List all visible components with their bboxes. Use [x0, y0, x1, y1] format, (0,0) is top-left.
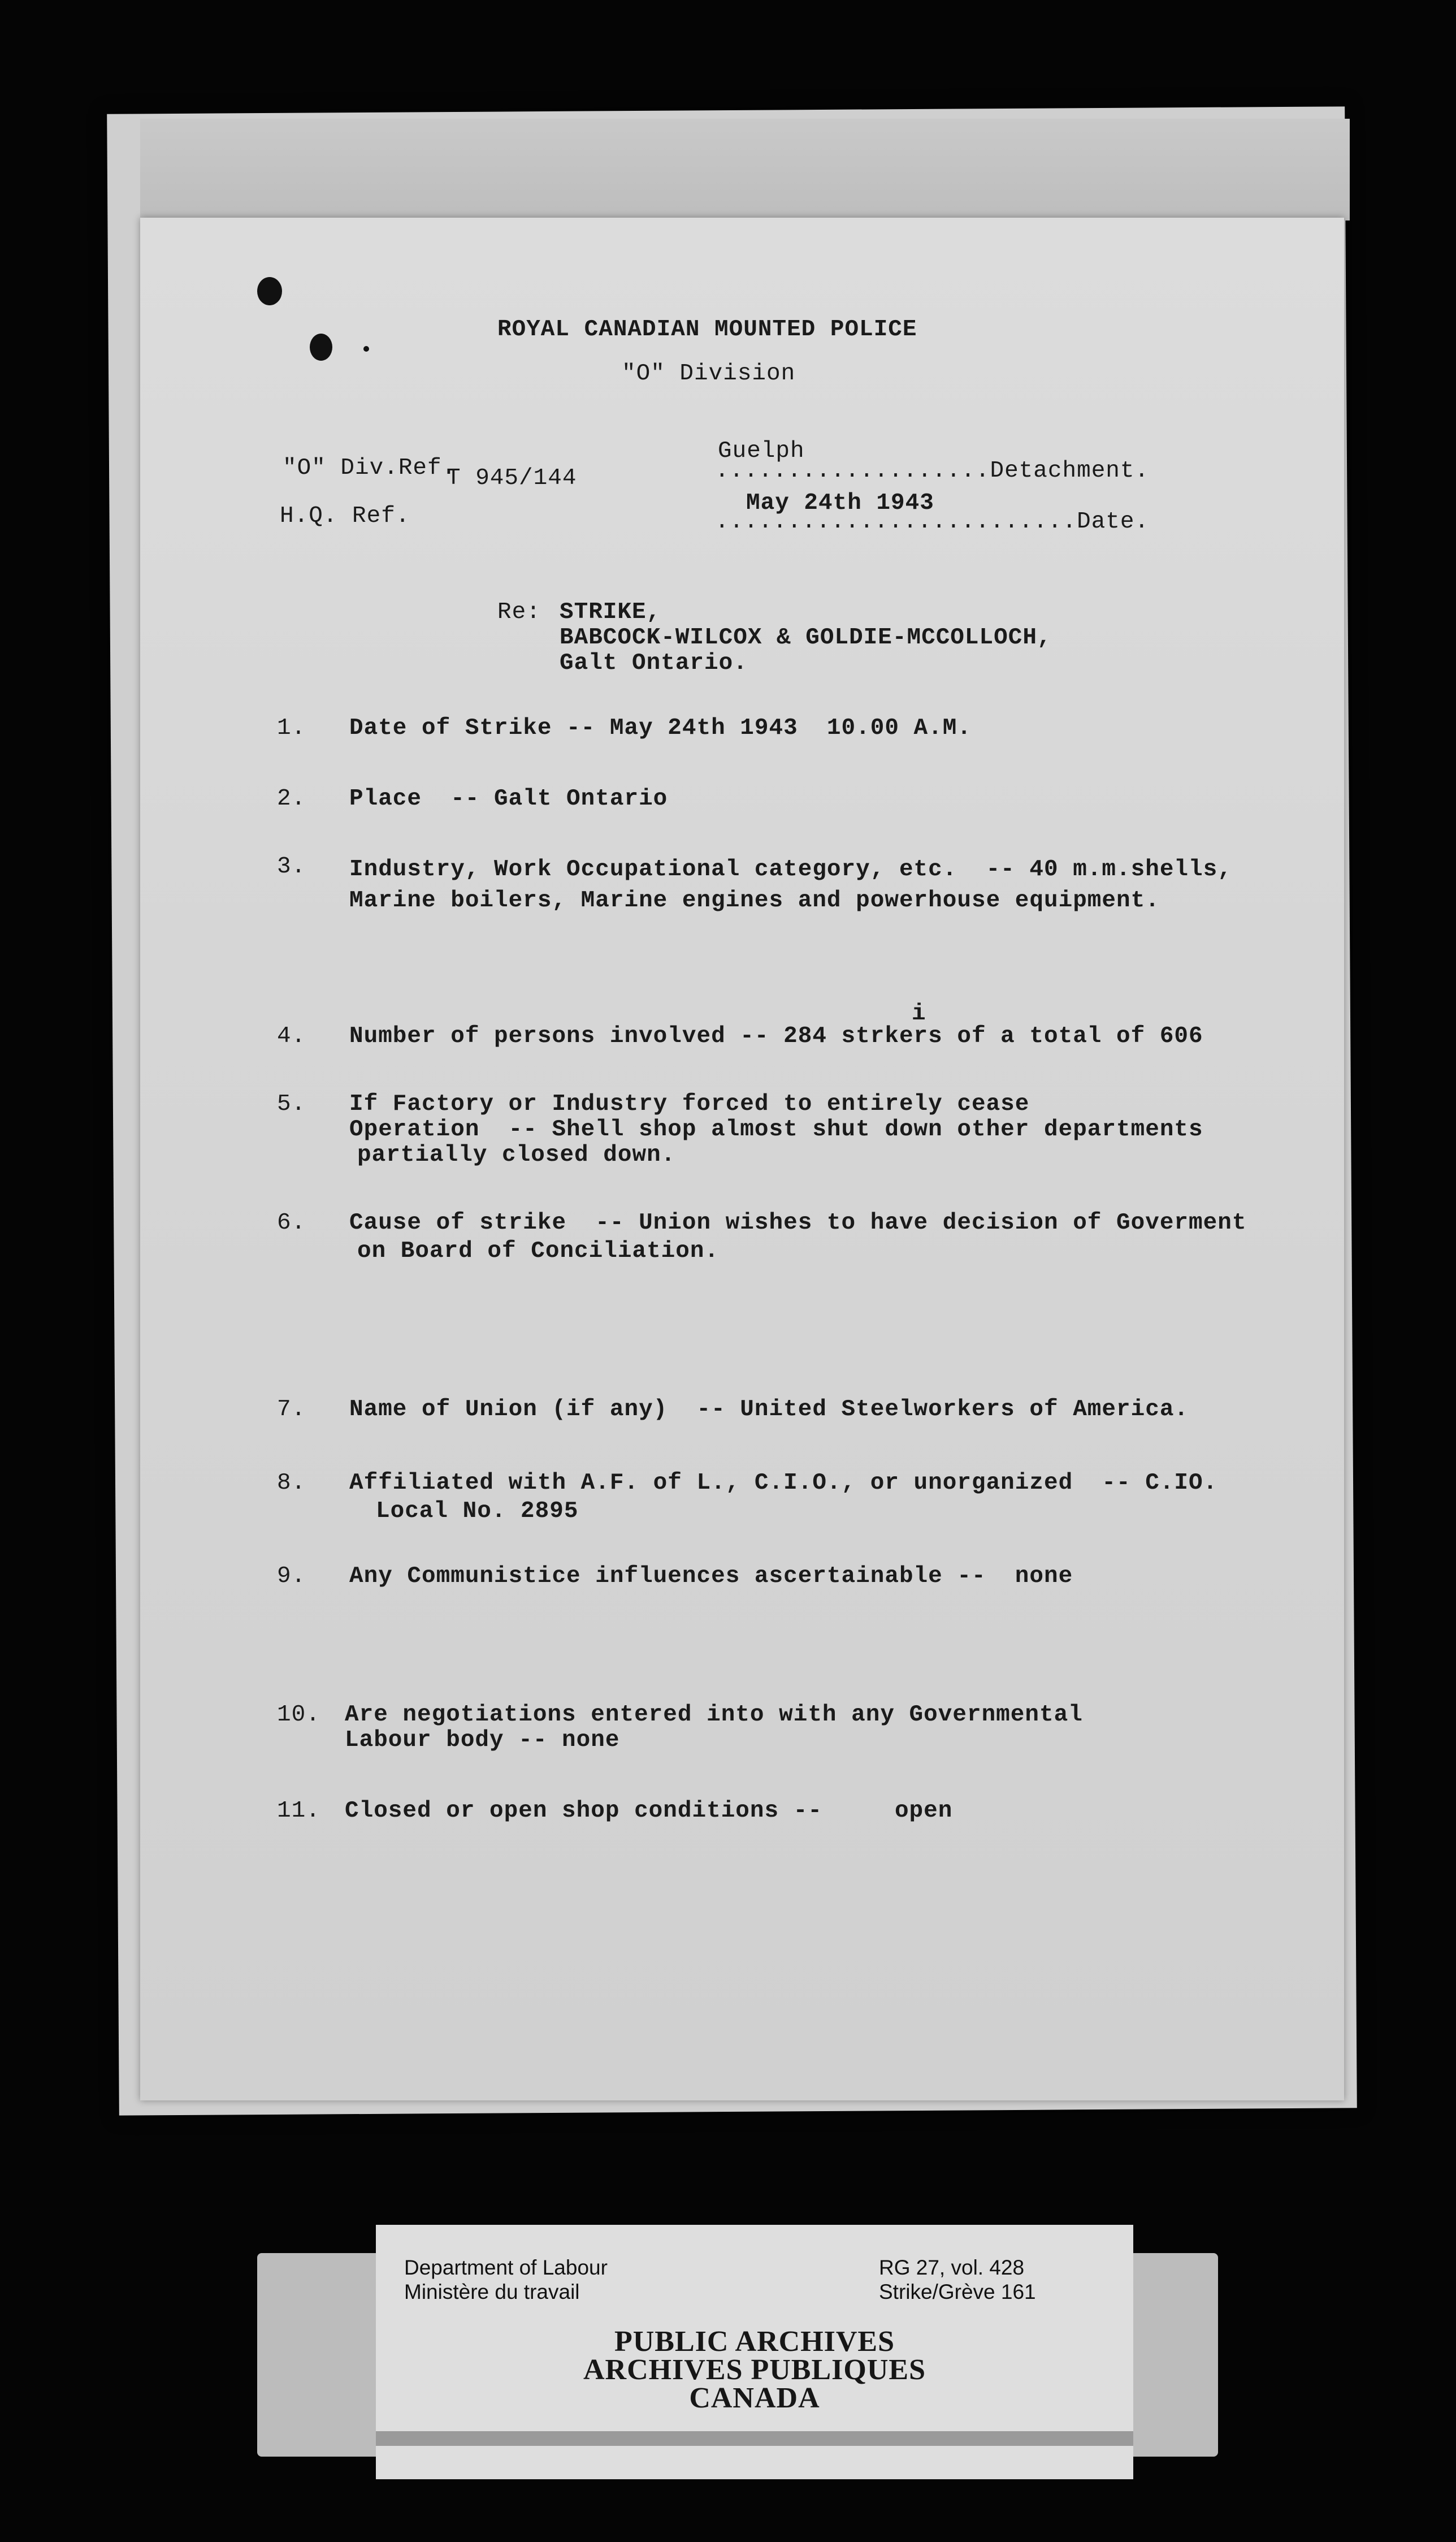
item-text: Labour body -- none: [345, 1727, 620, 1753]
item-text: Any Communistice influences ascertainable -- none: [349, 1563, 1073, 1589]
div-ref-label: "O" Div.Ref.: [283, 455, 457, 481]
paper-fold-band: [140, 119, 1350, 221]
div-ref-value: T 945/144: [447, 465, 577, 491]
item-text: Local No. 2895: [376, 1498, 579, 1524]
item-text: Are negotiations entered into with any Governmental: [345, 1702, 1083, 1728]
item-number: 5.: [277, 1091, 306, 1117]
re-line-3: Galt Ontario.: [560, 650, 748, 676]
item-number: 11.: [277, 1798, 320, 1824]
detachment-value: Guelph: [718, 438, 805, 464]
re-line-2: BABCOCK-WILCOX & GOLDIE-MCCOLLOCH,: [560, 625, 1052, 651]
item-text: Date of Strike -- May 24th 1943 10.00 A.M.: [349, 715, 972, 741]
item-number: 3.: [277, 854, 306, 880]
item-number: 4.: [277, 1023, 306, 1049]
dept-name-fr: Ministère du travail: [404, 2280, 580, 2303]
item-number: 1.: [277, 715, 306, 741]
dept-name-en: Department of Labour: [404, 2256, 608, 2279]
hq-ref-label: H.Q. Ref.: [280, 503, 410, 529]
archive-label-band: [376, 2431, 1133, 2446]
item-number: 9.: [277, 1563, 306, 1589]
item-text: Place -- Galt Ontario: [349, 786, 668, 812]
punch-hole-icon: [310, 334, 332, 361]
item-number: 10.: [277, 1702, 320, 1728]
division-heading: "O" Division: [622, 361, 796, 387]
item-number: 2.: [277, 786, 306, 812]
punch-hole-icon: [363, 346, 369, 352]
item-text: Closed or open shop conditions -- open: [345, 1798, 953, 1824]
archives-stamp-line-3: CANADA: [689, 2382, 820, 2414]
record-strike-number: Strike/Grève 161: [879, 2280, 1036, 2303]
item-text: Cause of strike -- Union wishes to have decision of Goverment: [349, 1210, 1247, 1236]
item-text: Marine boilers, Marine engines and powerhouse equipment.: [349, 888, 1160, 914]
archives-stamp-line-2: ARCHIVES PUBLIQUES: [583, 2354, 926, 2386]
archives-stamp-line-1: PUBLIC ARCHIVES: [614, 2325, 895, 2358]
item-text: Number of persons involved -- 284 strkers of a total of 606: [349, 1023, 1203, 1049]
item-text: Affiliated with A.F. of L., C.I.O., or unorganized -- C.IO.: [349, 1470, 1218, 1496]
re-line-1: STRIKE,: [560, 599, 661, 625]
item-text: on Board of Conciliation.: [357, 1238, 720, 1264]
re-label: Re:: [497, 599, 541, 625]
item-text: If Factory or Industry forced to entirely cease: [349, 1091, 1030, 1117]
record-volume: RG 27, vol. 428: [879, 2256, 1025, 2279]
org-heading: ROYAL CANADIAN MOUNTED POLICE: [497, 317, 917, 343]
punch-hole-icon: [257, 277, 282, 305]
item-text: Operation -- Shell shop almost shut down other departments: [349, 1117, 1203, 1143]
item-text: partially closed down.: [357, 1142, 676, 1168]
date-label: .........................Date.: [715, 509, 1150, 535]
date-value: May 24th 1943: [746, 490, 934, 516]
item-number: 7.: [277, 1397, 306, 1423]
item-number: 8.: [277, 1470, 306, 1496]
item-text: Name of Union (if any) -- United Steelworkers of America.: [349, 1397, 1189, 1423]
item-text: Industry, Work Occupational category, etc. -- 40 m.m.shells,: [349, 857, 1232, 883]
item-insert-mark: i: [912, 1001, 926, 1027]
item-number: 6.: [277, 1210, 306, 1236]
detachment-label: ...................Detachment.: [715, 458, 1150, 484]
